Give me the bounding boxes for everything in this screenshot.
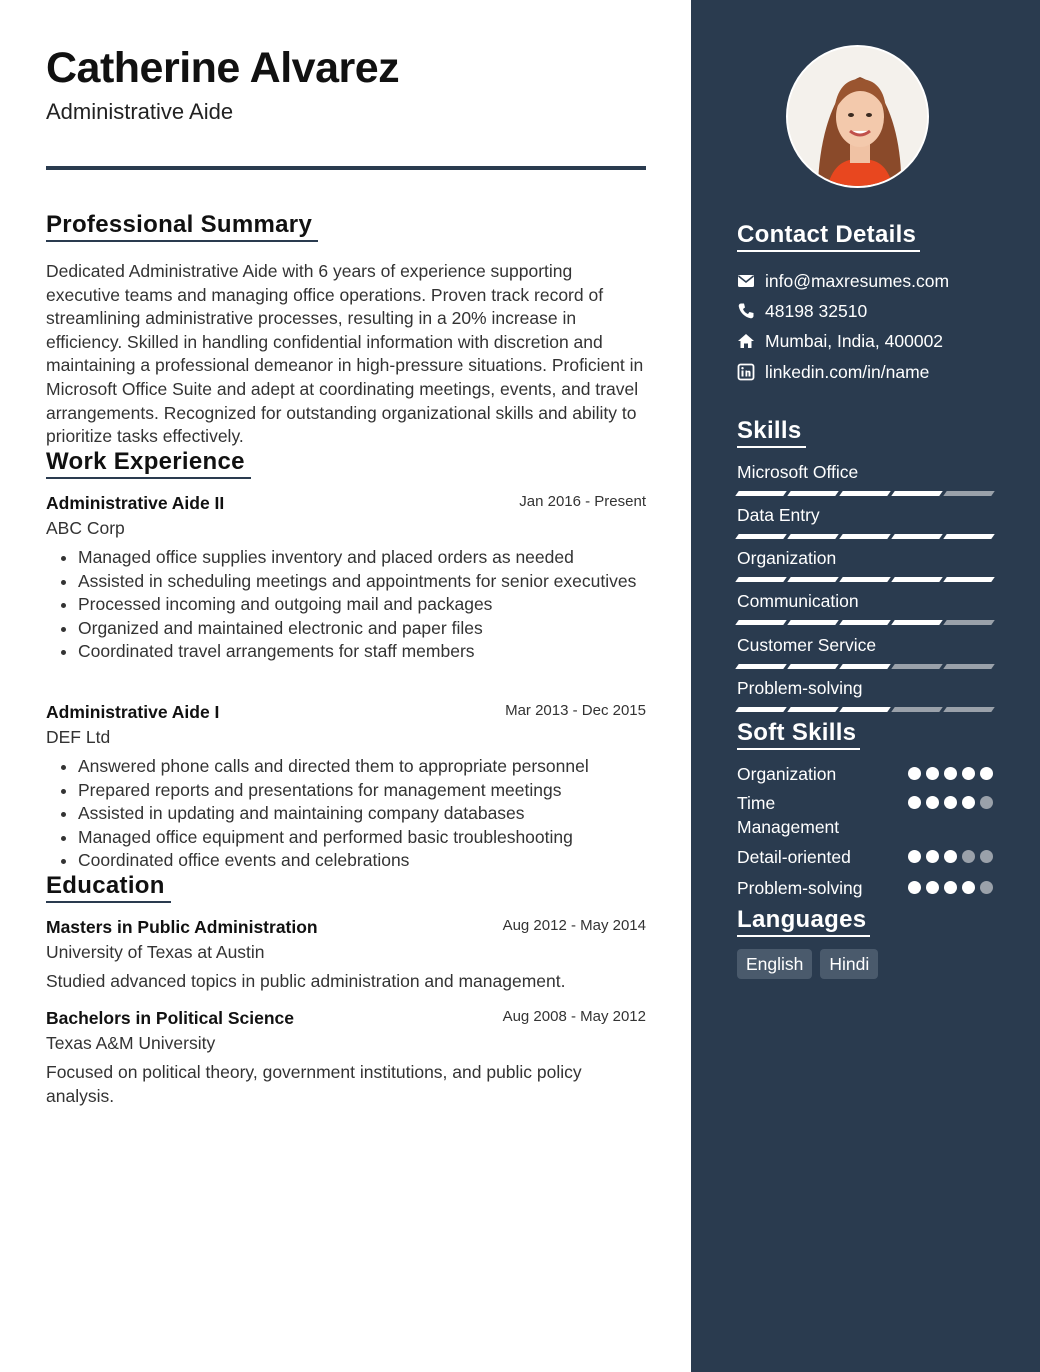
- list-item: • Managed office equipment and performed basic troubleshooting: [78, 826, 646, 850]
- phone-icon: [737, 302, 755, 320]
- soft-skill-item: [737, 762, 993, 786]
- rating-dot: [962, 850, 975, 863]
- skill-segment: [787, 491, 839, 496]
- rating-dot: [980, 796, 993, 809]
- skill-item: [737, 590, 993, 625]
- contact-email[interactable]: [737, 270, 949, 292]
- skill-segment: [735, 707, 787, 712]
- skill-segment: [891, 620, 943, 625]
- job-title: Administrative Aide I: [46, 702, 220, 722]
- linkedin-text: linkedin.com/in/name: [765, 362, 930, 382]
- skill-name: Problem-solving: [737, 678, 863, 698]
- job-date: Jan 2016 - Present: [519, 493, 646, 510]
- soft-skill-name: Organization: [737, 764, 837, 784]
- skill-segment: [839, 707, 891, 712]
- education-date: Aug 2012 - May 2014: [502, 917, 646, 934]
- soft-skill-rating: [908, 796, 993, 809]
- skill-item: [737, 504, 993, 539]
- education-date: Aug 2008 - May 2012: [502, 1008, 646, 1025]
- skill-segment: [943, 664, 995, 669]
- skill-segment: [891, 577, 943, 582]
- rating-dot: [962, 796, 975, 809]
- rating-dot: [980, 767, 993, 780]
- job-entry: [46, 701, 646, 873]
- skill-rating-bar: [737, 577, 993, 582]
- skills-heading: Skills: [737, 416, 806, 448]
- profile-photo: [786, 45, 929, 188]
- language-badge: Hindi: [820, 949, 878, 979]
- rating-dot: [944, 881, 957, 894]
- rating-dot: [908, 767, 921, 780]
- education-entry: [46, 916, 646, 994]
- skill-segment: [943, 491, 995, 496]
- soft-skill-rating: [908, 850, 993, 863]
- job-date: Mar 2013 - Dec 2015: [505, 702, 646, 719]
- skill-segment: [735, 620, 787, 625]
- list-item: • Prepared reports and presentations for management meetings: [78, 779, 646, 803]
- skill-segment: [839, 664, 891, 669]
- skill-segment: [735, 577, 787, 582]
- school-name: Texas A&M University: [46, 1033, 216, 1053]
- rating-dot: [944, 767, 957, 780]
- skill-rating-bar: [737, 491, 993, 496]
- skill-segment: [839, 577, 891, 582]
- skill-segment: [891, 664, 943, 669]
- contact-linkedin[interactable]: [737, 361, 929, 383]
- skill-segment: [943, 707, 995, 712]
- skill-item: [737, 461, 993, 496]
- list-item: • Organized and maintained electronic and paper files: [78, 617, 646, 641]
- language-list: [737, 949, 878, 979]
- contact-address: [737, 330, 943, 352]
- rating-dot: [944, 796, 957, 809]
- education-description: Studied advanced topics in public administration and management.: [46, 971, 566, 991]
- skill-rating-bar: [737, 534, 993, 539]
- soft-skill-rating: [908, 881, 993, 894]
- list-item: • Assisted in scheduling meetings and appointments for senior executives: [78, 570, 646, 594]
- candidate-title: Administrative Aide: [46, 99, 234, 124]
- skill-segment: [787, 707, 839, 712]
- skill-item: [737, 634, 993, 669]
- rating-dot: [980, 881, 993, 894]
- soft-skill-name: Time Management: [737, 793, 840, 837]
- list-item: • Managed office supplies inventory and placed orders as needed: [78, 546, 646, 570]
- skill-segment: [735, 664, 787, 669]
- soft-skill-item: [737, 791, 993, 839]
- education-description: Focused on political theory, government institutions, and public policy analysis.: [46, 1062, 582, 1106]
- skill-segment: [839, 534, 891, 539]
- soft-skills-heading: Soft Skills: [737, 718, 860, 750]
- job-title: Administrative Aide II: [46, 493, 225, 513]
- envelope-icon: [737, 272, 755, 290]
- rating-dot: [908, 881, 921, 894]
- rating-dot: [926, 796, 939, 809]
- contact-heading: Contact Details: [737, 220, 920, 252]
- skill-segment: [891, 707, 943, 712]
- contact-phone[interactable]: [737, 300, 867, 322]
- list-item: • Coordinated office events and celebrations: [78, 849, 646, 873]
- skill-segment: [735, 534, 787, 539]
- education-heading: Education: [46, 871, 171, 903]
- skill-segment: [943, 534, 995, 539]
- skill-name: Data Entry: [737, 505, 820, 525]
- skill-rating-bar: [737, 707, 993, 712]
- rating-dot: [926, 767, 939, 780]
- linkedin-icon: [737, 363, 755, 381]
- rating-dot: [908, 796, 921, 809]
- skill-name: Microsoft Office: [737, 462, 859, 482]
- rating-dot: [926, 850, 939, 863]
- rating-dot: [926, 881, 939, 894]
- job-bullets: [46, 546, 646, 664]
- experience-heading: Work Experience: [46, 447, 251, 479]
- skill-segment: [839, 620, 891, 625]
- list-item: • Assisted in updating and maintaining company databases: [78, 802, 646, 826]
- skill-item: [737, 677, 993, 712]
- skill-rating-bar: [737, 620, 993, 625]
- skill-segment: [891, 534, 943, 539]
- email-text: info@maxresumes.com: [765, 271, 950, 291]
- soft-skill-name: Problem-solving: [737, 878, 863, 898]
- rating-dot: [980, 850, 993, 863]
- job-entry: [46, 492, 646, 664]
- skill-name: Customer Service: [737, 635, 877, 655]
- home-icon: [737, 332, 755, 350]
- skill-segment: [787, 620, 839, 625]
- soft-skill-item: [737, 876, 993, 900]
- job-company: DEF Ltd: [46, 727, 111, 747]
- rating-dot: [908, 850, 921, 863]
- skill-segment: [943, 577, 995, 582]
- header-divider: [46, 166, 646, 170]
- job-bullets: [46, 755, 646, 873]
- summary-text: Dedicated Administrative Aide with 6 years of experience supporting executive teams and managing office operations. Proven track record of streamlining administrative processes, resulting in a 20% increase in efficiency. Skilled in handling confidential information with discretion and maintaining a professional demeanor in high-pressure situations. Proficient in Microsoft Office Suite and adept at coordinating meetings, events, and travel arrangements. Recognized for outstanding organizational skills and ability to prioritize tasks effectively.: [46, 261, 644, 447]
- degree-title: Masters in Public Administration: [46, 917, 318, 937]
- skill-segment: [891, 491, 943, 496]
- rating-dot: [962, 767, 975, 780]
- degree-title: Bachelors in Political Science: [46, 1008, 295, 1028]
- skill-rating-bar: [737, 664, 993, 669]
- skill-item: [737, 547, 993, 582]
- languages-heading: Languages: [737, 905, 870, 937]
- list-item: • Processed incoming and outgoing mail and packages: [78, 593, 646, 617]
- soft-skill-name: Detail-oriented: [737, 847, 851, 867]
- rating-dot: [944, 850, 957, 863]
- list-item: • Answered phone calls and directed them to appropriate personnel: [78, 755, 646, 779]
- skill-segment: [735, 491, 787, 496]
- summary-heading: Professional Summary: [46, 210, 318, 242]
- language-badge: English: [737, 949, 812, 979]
- job-company: ABC Corp: [46, 518, 125, 538]
- soft-skill-rating: [908, 767, 993, 780]
- skill-name: Organization: [737, 548, 837, 568]
- skill-segment: [839, 491, 891, 496]
- address-text: Mumbai, India, 400002: [765, 331, 944, 351]
- candidate-name: Catherine Alvarez: [46, 44, 400, 92]
- skill-segment: [943, 620, 995, 625]
- education-entry: [46, 1007, 646, 1108]
- school-name: University of Texas at Austin: [46, 942, 265, 962]
- skill-segment: [787, 534, 839, 539]
- skill-name: Communication: [737, 591, 859, 611]
- skill-segment: [787, 664, 839, 669]
- list-item: • Coordinated travel arrangements for staff members: [78, 640, 646, 664]
- rating-dot: [962, 881, 975, 894]
- soft-skill-item: [737, 845, 993, 869]
- skill-segment: [787, 577, 839, 582]
- phone-text: 48198 32510: [765, 301, 868, 321]
